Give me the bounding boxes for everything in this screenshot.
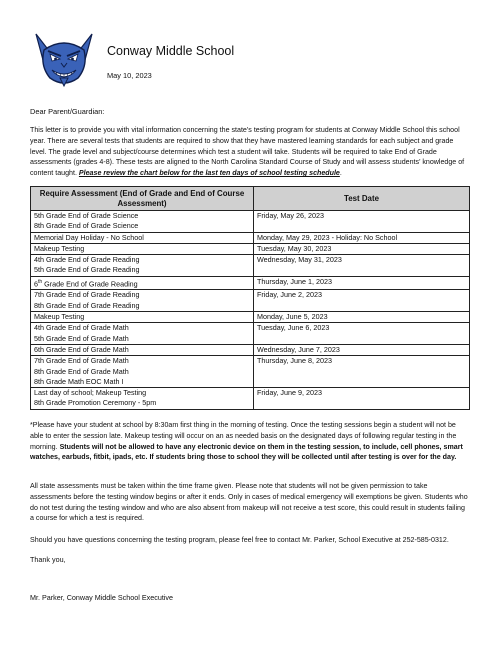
testing-notice-paragraph xyxy=(30,420,470,463)
assessment-line: 5th Grade End of Grade Math xyxy=(34,333,129,343)
assessment-line: 5th Grade End of Grade Science xyxy=(34,211,139,220)
assessment-line: 8th Grade End of Grade Math xyxy=(34,366,129,376)
assessment-line: Last day of school; Makeup Testing xyxy=(34,388,147,398)
electronic-device-warning: Students will not be allowed to have any electronic device on them in the testing session, to include, cell phones, smart watches, earbuds, fitbit, ipads, etc. If students bring those to school they will be collected until after testing is over for the day. xyxy=(30,442,463,462)
test-date-cell: Tuesday, June 6, 2023 xyxy=(254,323,470,345)
table-row xyxy=(31,344,470,355)
test-date-cell: Wednesday, May 31, 2023 xyxy=(254,255,470,277)
test-date-column-header: Test Date xyxy=(254,187,470,211)
assessment-line: 5th Grade End of Grade Reading xyxy=(34,265,140,275)
assessment-line: Makeup Testing xyxy=(34,312,85,322)
testing-schedule-table xyxy=(30,186,470,410)
test-date-cell: Tuesday, May 30, 2023 xyxy=(254,243,470,254)
table-row xyxy=(31,356,470,388)
assessment-cell xyxy=(31,388,254,410)
table-row xyxy=(31,312,470,323)
test-date-cell: Wednesday, June 7, 2023 xyxy=(254,344,470,355)
assessment-line: 8th Grade End of Grade Science xyxy=(34,221,139,231)
school-name: Conway Middle School xyxy=(107,44,235,58)
assessment-cell xyxy=(31,243,254,254)
table-row xyxy=(31,323,470,345)
assessment-line: 7th Grade End of Grade Reading xyxy=(34,290,140,300)
test-date-cell: Friday, June 2, 2023 xyxy=(254,290,470,312)
assessment-cell xyxy=(31,312,254,323)
assessment-line: 8th Grade Math EOC Math I xyxy=(34,376,124,386)
notice-text: *Please have your student at school by 8:30am first thing in the morning of testing. Once the testing sessions begin a student will not be able to enter the session late. Makeup testing will occur on an as needed basis on the designated days of following regular testing in the morning. xyxy=(30,421,457,451)
assessment-cell xyxy=(31,356,254,388)
test-date-cell: Thursday, June 8, 2023 xyxy=(254,356,470,388)
test-date-cell: Friday, May 26, 2023 xyxy=(254,211,470,233)
blue-devil-mascot-icon xyxy=(30,30,98,88)
test-date-cell: Thursday, June 1, 2023 xyxy=(254,276,470,290)
assessment-line: Memorial Day Holiday - No School xyxy=(34,232,144,242)
assessment-cell xyxy=(31,276,254,290)
assessment-cell xyxy=(31,323,254,345)
intro-text: This letter is to provide you with vital information concerning the state’s testing program for students at Conway Middle School this school year. There are several tests that students are required to show that they have mastered learning standards for each subject and grade level. The grade level and subject/course determines which test a student will take. Students will be required to take End of Grade assessments (grades 4-8). These tests are aligned to the North Carolina Standard Course of Study and will assess students’ knowledge of content taught. xyxy=(30,126,465,178)
test-date-cell: Monday, May 29, 2023 - Holiday: No School xyxy=(254,232,470,243)
table-row xyxy=(31,290,470,312)
test-date-cell: Friday, June 9, 2023 xyxy=(254,388,470,410)
assessment-cell xyxy=(31,232,254,243)
assessment-line: 6th Grade End of Grade Math xyxy=(34,344,129,354)
table-header-row xyxy=(31,187,470,211)
assessment-column-header: Require Assessment (End of Grade and End of Course Assessment) xyxy=(31,187,254,211)
table-row xyxy=(31,276,470,290)
assessment-rules-paragraph: All state assessments must be taken within the time frame given. Please note that students will not be given permission to take assessments before the testing window begins or after it ends. Only in cases of medical emergency will exemptions be given. Students who do not test during the testing window and who are also absent from makeup will not receive a test score, this could result in students failing a course for which a test is required. xyxy=(30,482,468,523)
table-row xyxy=(31,243,470,254)
assessment-line: 4th Grade End of Grade Math xyxy=(34,323,129,333)
table-row xyxy=(31,211,470,233)
assessment-line: 8th Grade End of Grade Reading xyxy=(34,300,140,310)
closing: Thank you, xyxy=(30,555,66,564)
intro-emphasis: Please review the chart below for the last ten days of school testing schedule xyxy=(78,169,340,178)
table-row xyxy=(31,388,470,410)
contact-paragraph: Should you have questions concerning the testing program, please feel free to contact Mr. Parker, School Executive at 252-585-0312. xyxy=(30,536,449,544)
intro-paragraph xyxy=(30,125,470,179)
grade-number: 6 xyxy=(34,279,38,289)
assessment-line: Makeup Testing xyxy=(34,243,85,253)
assessment-line xyxy=(34,277,250,290)
assessment-line: 8th Grade Promotion Ceremony - 5pm xyxy=(34,398,157,408)
assessment-cell xyxy=(31,211,254,233)
ordinal-suffix: th xyxy=(38,278,43,285)
letter-date: May 10, 2023 xyxy=(107,71,152,80)
test-date-cell: Monday, June 5, 2023 xyxy=(254,312,470,323)
assessment-cell xyxy=(31,344,254,355)
assessment-line: 7th Grade End of Grade Math xyxy=(34,356,129,366)
assessment-cell xyxy=(31,255,254,277)
table-row xyxy=(31,255,470,277)
signature-line: Mr. Parker, Conway Middle School Executive xyxy=(30,593,174,602)
table-row xyxy=(31,232,470,243)
assessment-name: Grade End of Grade Reading xyxy=(42,279,138,289)
assessment-line: 4th Grade End of Grade Reading xyxy=(34,255,140,265)
assessment-cell xyxy=(31,290,254,312)
salutation: Dear Parent/Guardian: xyxy=(30,107,105,116)
intro-end: . xyxy=(339,169,342,178)
